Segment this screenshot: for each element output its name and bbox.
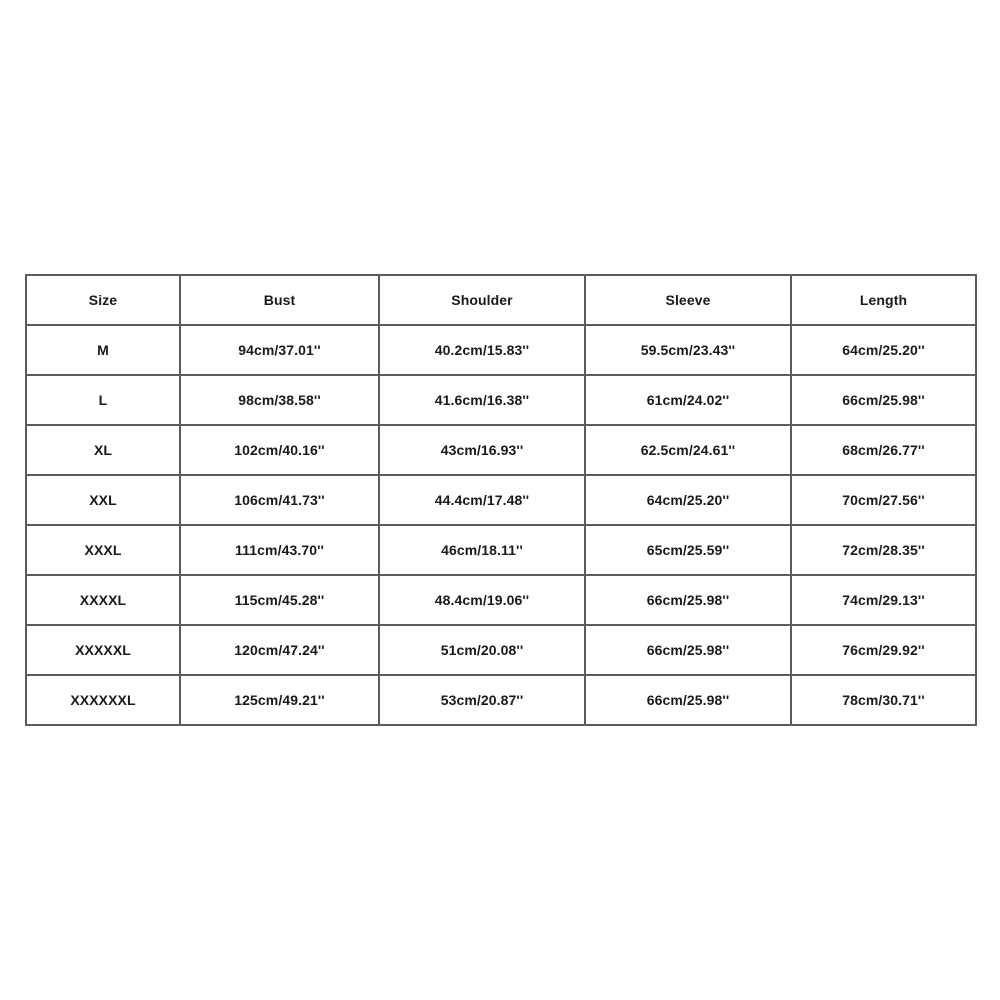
header-length: Length [791,275,976,325]
cell-bust: 120cm/47.24'' [180,625,379,675]
header-shoulder: Shoulder [379,275,585,325]
cell-bust: 94cm/37.01'' [180,325,379,375]
cell-bust: 125cm/49.21'' [180,675,379,725]
cell-size: XXXL [26,525,180,575]
table-row [26,425,976,475]
cell-size: XXXXXL [26,625,180,675]
cell-bust: 115cm/45.28'' [180,575,379,625]
cell-shoulder: 40.2cm/15.83'' [379,325,585,375]
cell-sleeve: 59.5cm/23.43'' [585,325,791,375]
table-row [26,475,976,525]
table-row [26,525,976,575]
cell-shoulder: 41.6cm/16.38'' [379,375,585,425]
cell-size: L [26,375,180,425]
cell-sleeve: 66cm/25.98'' [585,625,791,675]
cell-length: 78cm/30.71'' [791,675,976,725]
cell-sleeve: 65cm/25.59'' [585,525,791,575]
cell-bust: 111cm/43.70'' [180,525,379,575]
cell-bust: 106cm/41.73'' [180,475,379,525]
cell-length: 64cm/25.20'' [791,325,976,375]
cell-length: 76cm/29.92'' [791,625,976,675]
cell-shoulder: 46cm/18.11'' [379,525,585,575]
cell-size: M [26,325,180,375]
table-row [26,375,976,425]
cell-size: XL [26,425,180,475]
cell-size: XXXXXXL [26,675,180,725]
cell-length: 72cm/28.35'' [791,525,976,575]
header-bust: Bust [180,275,379,325]
table-row [26,625,976,675]
table-row [26,575,976,625]
cell-length: 74cm/29.13'' [791,575,976,625]
header-size: Size [26,275,180,325]
cell-length: 70cm/27.56'' [791,475,976,525]
cell-sleeve: 61cm/24.02'' [585,375,791,425]
cell-sleeve: 66cm/25.98'' [585,675,791,725]
cell-shoulder: 44.4cm/17.48'' [379,475,585,525]
table-row [26,675,976,725]
cell-length: 66cm/25.98'' [791,375,976,425]
cell-shoulder: 53cm/20.87'' [379,675,585,725]
cell-sleeve: 64cm/25.20'' [585,475,791,525]
cell-sleeve: 62.5cm/24.61'' [585,425,791,475]
cell-sleeve: 66cm/25.98'' [585,575,791,625]
cell-shoulder: 48.4cm/19.06'' [379,575,585,625]
cell-size: XXL [26,475,180,525]
table-row [26,325,976,375]
header-sleeve: Sleeve [585,275,791,325]
cell-length: 68cm/26.77'' [791,425,976,475]
cell-bust: 98cm/38.58'' [180,375,379,425]
cell-shoulder: 43cm/16.93'' [379,425,585,475]
cell-size: XXXXL [26,575,180,625]
cell-bust: 102cm/40.16'' [180,425,379,475]
table-header-row [26,275,976,325]
cell-shoulder: 51cm/20.08'' [379,625,585,675]
size-chart-table [25,274,977,726]
